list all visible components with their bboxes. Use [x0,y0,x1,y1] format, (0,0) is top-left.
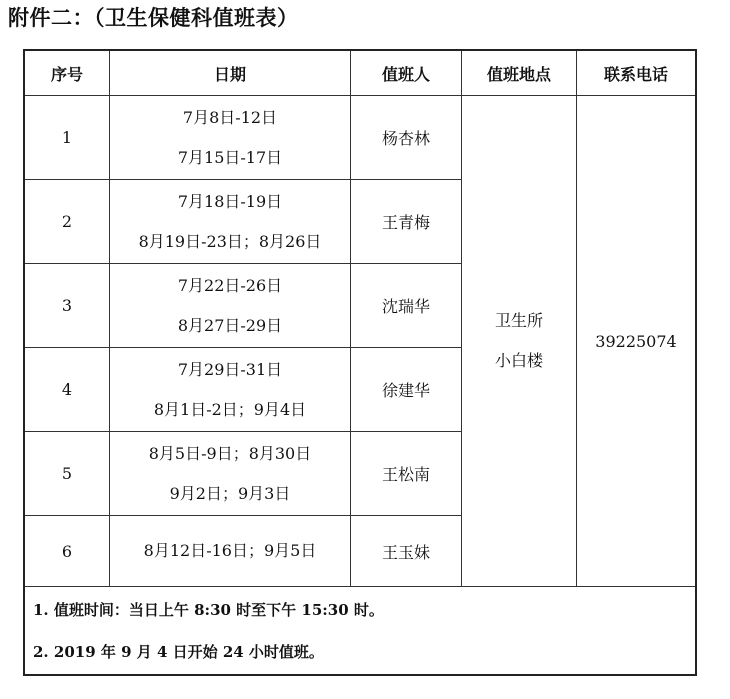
note-24h-duty: 2. 2019 年 9 月 4 日开始 24 小时值班。 [33,642,324,661]
notes-row [24,587,696,676]
notes-cell [24,587,696,676]
row-dates [110,180,351,264]
header-location: 值班地点 [462,50,577,96]
table-header-row [24,50,696,96]
note-duty-hours: 1. 值班时间：当日上午 8:30 时至下午 15:30 时。 [33,600,384,619]
row-number: 4 [24,348,110,432]
row-number: 6 [24,516,110,587]
date-line: 8月27日-29日 [177,315,283,335]
duty-table-container [23,49,697,676]
date-line: 7月29日-31日 [177,359,283,379]
row-dates [110,96,351,180]
row-number: 2 [24,180,110,264]
date-line: 7月18日-19日 [177,191,283,211]
contact-phone-cell: 39225074 [577,96,697,587]
row-number: 5 [24,432,110,516]
date-line: 7月22日-26日 [177,275,283,295]
document-title: 附件二：（卫生保健科值班表） [8,5,299,30]
location-line: 小白楼 [494,351,543,370]
row-dates [110,516,351,587]
duty-location-cell [462,96,577,587]
date-line: 9月2日；9月3日 [169,483,291,503]
row-person: 王青梅 [351,180,462,264]
row-dates [110,348,351,432]
date-line: 7月15日-17日 [177,147,283,167]
row-person: 沈瑞华 [351,264,462,348]
date-line: 8月1日-2日；9月4日 [153,399,307,419]
date-line: 7月8日-12日 [182,107,278,127]
table-row [24,96,696,180]
date-line: 8月19日-23日；8月26日 [138,231,322,251]
date-line: 8月5日-9日；8月30日 [148,443,312,463]
header-phone: 联系电话 [577,50,697,96]
row-person: 王松南 [351,432,462,516]
row-person: 杨杏林 [351,96,462,180]
header-date: 日期 [110,50,351,96]
row-number: 1 [24,96,110,180]
row-dates [110,432,351,516]
duty-table [23,49,697,676]
header-number: 序号 [24,50,110,96]
row-number: 3 [24,264,110,348]
row-dates [110,264,351,348]
row-person: 徐建华 [351,348,462,432]
header-person: 值班人 [351,50,462,96]
row-person: 王玉妹 [351,516,462,587]
date-line: 8月12日-16日；9月5日 [143,541,317,560]
location-line: 卫生所 [494,311,543,330]
